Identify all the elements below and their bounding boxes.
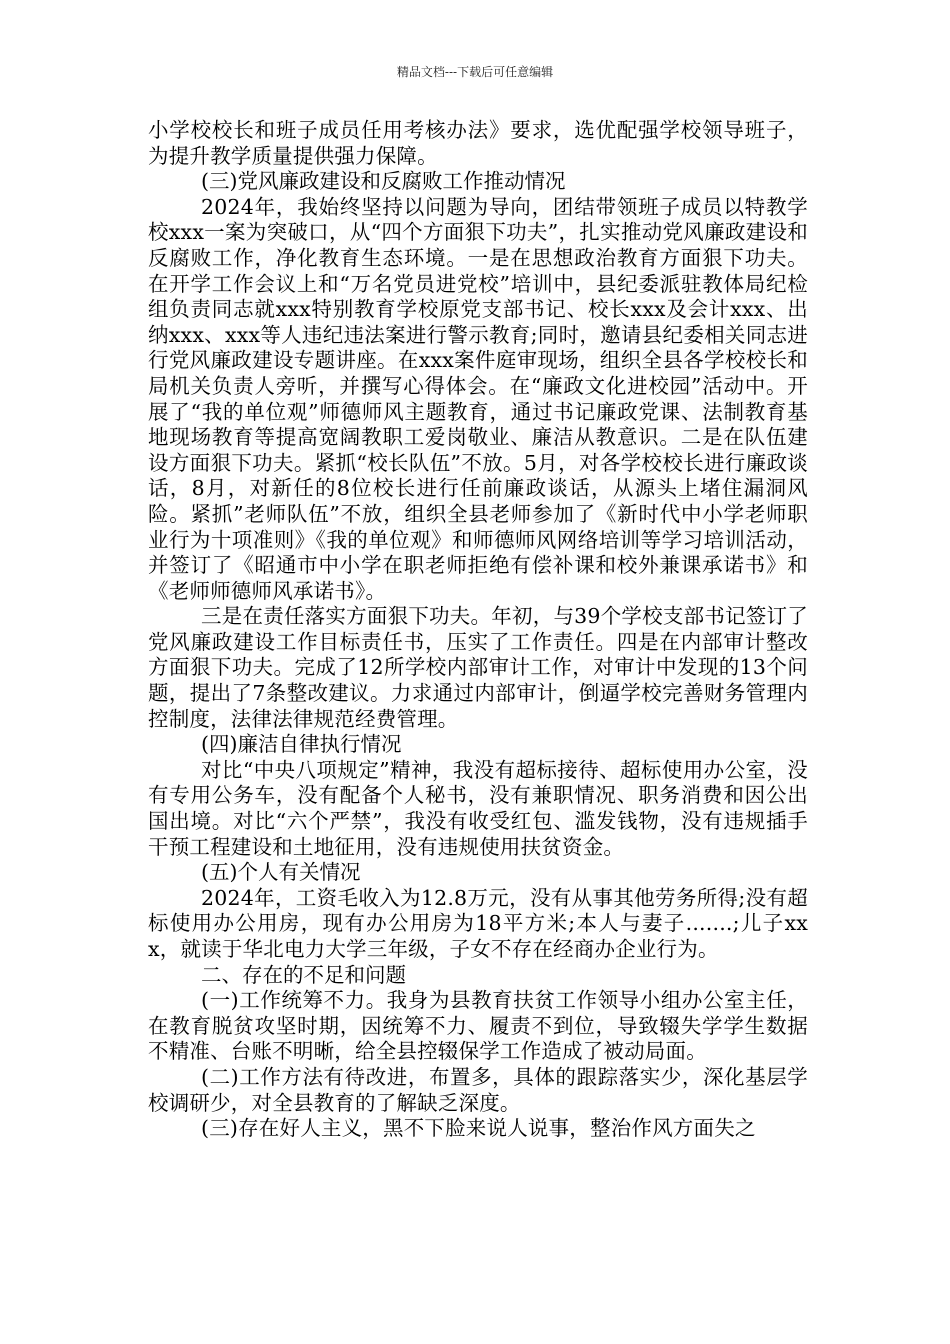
paragraph-6: (一)工作统筹不力。我身为县教育扶贫工作领导小组办公室主任，在教育脱贫攻坚时期，因统筹不力、履责不到位，导致辍失学学生数据不精准、台账不明晰，给全县控辍保学工作造成了被动局面。: [148, 988, 808, 1064]
document-body: [148, 118, 808, 1142]
paragraph-7: (二)工作方法有待改进，布置多，具体的跟踪落实少，深化基层学校调研少，对全县教育的了解缺乏深度。: [148, 1064, 808, 1115]
section-heading-5: (五)个人有关情况: [201, 860, 361, 885]
chapter-heading-2: 二、存在的不足和问题: [201, 962, 406, 987]
paragraph-4: 对比“中央八项规定”精神，我没有超标接待、超标使用办公室，没有专用公务车，没有配备个人秘书，没有兼职情况、职务消费和因公出国出境。对比“六个严禁”，我没有收受红包、滥发钱物，没有违规插手干预工程建设和土地征用，没有违规使用扶贫资金。: [148, 757, 808, 859]
paragraph-1: 小学校校长和班子成员任用考核办法》要求，选优配强学校领导班子，为提升教学质量提供强力保障。: [148, 118, 808, 168]
paragraph-2: 2024年，我始终坚持以问题为导向，团结带领班子成员以特教学校xxx一案为突破口，从“四个方面狠下功夫”，扎实推动党风廉政建设和反腐败工作，净化教育生态环境。一是在思想政治教育方面狠下功夫。在开学工作会议上和“万名党员进党校”培训中，县纪委派驻教体局纪检组负责同志就xxx特别教育学校原党支部书记、校长xxx及会计xxx、出纳xxx、xxx等人违纪违法案进行警示教育;同时，邀请县纪委相关同志进行党风廉政建设专题讲座。在xxx案件庭审现场，组织全县各学校校长和局机关负责人旁听，并撰写心得体会。在“廉政文化进校园”活动中。开展了“我的单位观”师德师风主题教育，通过书记廉政党课、法制教育基地现场教育等提高宽阔教职工爱岗敬业、廉洁从教意识。二是在队伍建设方面狠下功夫。紧抓“校长队伍”不放。5月，对各学校校长进行廉政谈话，8月，对新任的8位校长进行任前廉政谈话，从源头上堵住漏洞风险。紧抓”老师队伍”不放，组织全县老师参加了《新时代中小学老师职业行为十项准则》《我的单位观》和师德师风网络培训等学习培训活动，并签订了《昭通市中小学在职老师拒绝有偿补课和校外兼课承诺书》和《老师师德师风承诺书》。: [148, 194, 808, 603]
paragraph-5: 2024年，工资毛收入为12.8万元，没有从事其他劳务所得;没有超标使用办公用房，现有办公用房为18平方米;本人与妻子.......;儿子xxx，就读于华北电力大学三年级，子女不存在经商办企业行为。: [148, 885, 808, 961]
page-header: 精品文档---下载后可任意编辑: [396, 65, 554, 79]
section-heading-3: (三)党风廉政建设和反腐败工作推动情况: [201, 169, 566, 194]
paragraph-3: 三是在责任落实方面狠下功夫。年初，与39个学校支部书记签订了党风廉政建设工作目标责任书，压实了工作责任。四是在内部审计整改方面狠下功夫。完成了12所学校内部审计工作，对审计中发现的13个问题，提出了7条整改建议。力求通过内部审计，倒逼学校完善财务管理内控制度，法律法律规范经费管理。: [148, 604, 808, 731]
section-heading-4: (四)廉洁自律执行情况: [201, 732, 402, 757]
paragraph-8: (三)存在好人主义，黑不下脸来说人说事，整治作风方面失之: [201, 1116, 756, 1141]
